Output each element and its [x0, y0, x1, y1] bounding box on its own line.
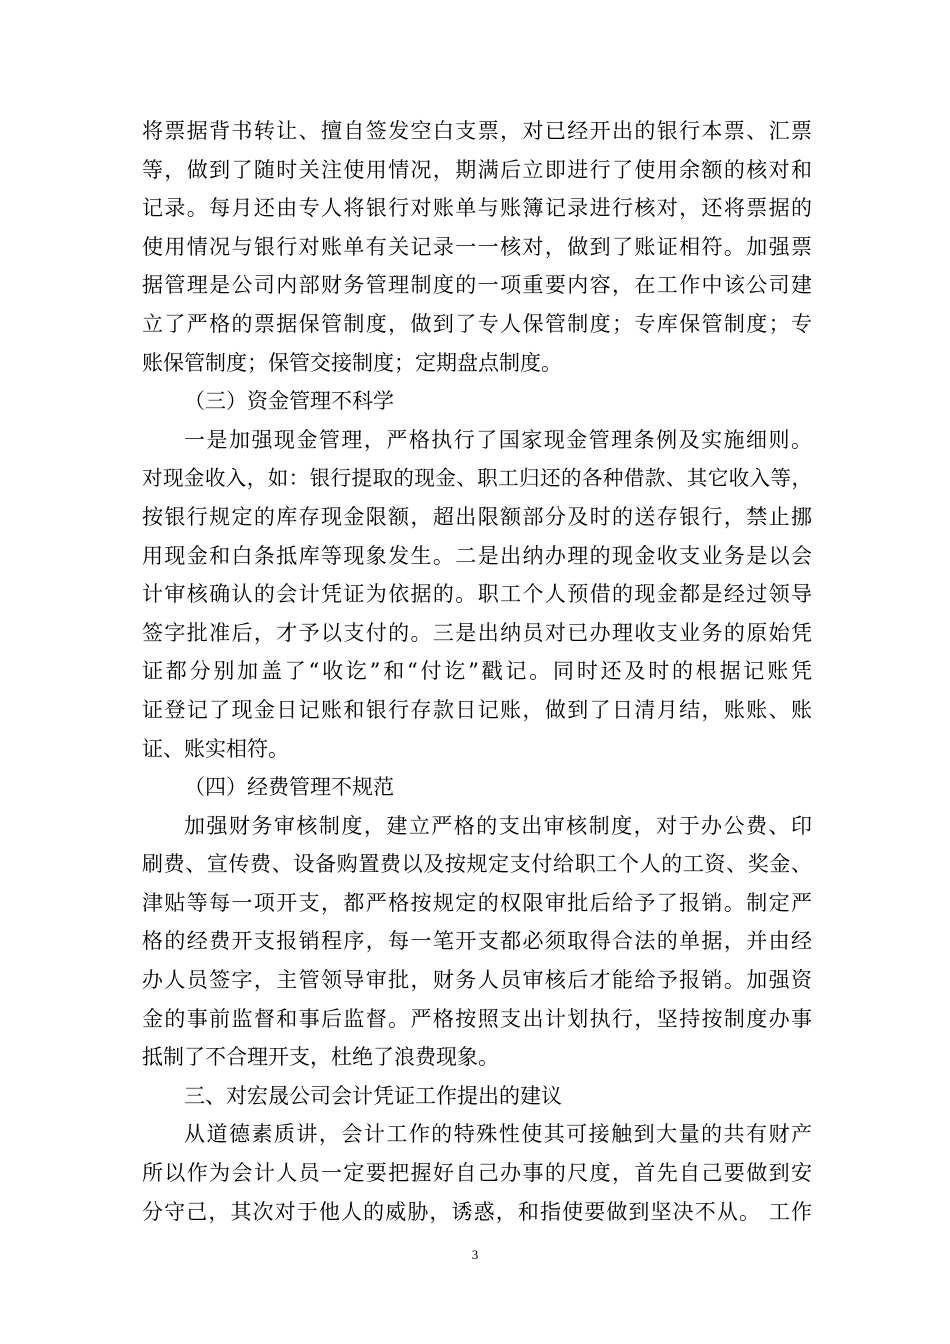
text-line: 津贴等每一项开支，都严格按规定的权限审批后给予了报销。制定严	[142, 890, 812, 915]
text-line: 计审核确认的会计凭证为依据的。职工个人预借的现金都是经过领导	[142, 582, 812, 607]
text-line: 证登记了现金日记账和银行存款日记账，做到了日清月结，账账、账	[142, 697, 812, 722]
text-line: 用现金和白条抵库等现象发生。二是出纳办理的现金收支业务是以会	[142, 543, 812, 568]
text-line: （四）经费管理不规范	[184, 775, 394, 800]
text-line: 对现金收入，如：银行提取的现金、职工归还的各种借款、其它收入等，	[142, 466, 812, 491]
body-text	[142, 112, 812, 1231]
page-number: 3	[471, 1247, 479, 1262]
text-line: 金的事前监督和事后监督。严格按照支出计划执行，坚持按制度办事	[142, 1006, 812, 1031]
text-line: 一是加强现金管理，严格执行了国家现金管理条例及实施细则。	[184, 427, 812, 452]
text-line: 刷费、宣传费、设备购置费以及按规定支付给职工个人的工资、奖金、	[142, 852, 812, 877]
text-line: 证、账实相符。	[142, 736, 289, 761]
text-line: 按银行规定的库存现金限额，超出限额部分及时的送存银行，禁止挪	[142, 504, 812, 529]
text-line: 据管理是公司内部财务管理制度的一项重要内容，在工作中该公司建	[142, 273, 812, 298]
text-line: 记录。每月还由专人将银行对账单与账簿记录进行核对，还将票据的	[142, 196, 812, 221]
text-line: 办人员签字，主管领导审批，财务人员审核后才能给予报销。加强资	[142, 968, 812, 993]
text-line: 加强财务审核制度，建立严格的支出审核制度，对于办公费、印	[184, 813, 812, 838]
text-line: （三）资金管理不科学	[184, 389, 394, 414]
text-line: 签字批准后，才予以支付的。三是出纳员对已办理收支业务的原始凭	[142, 620, 812, 645]
text-line: 等，做到了随时关注使用情况，期满后立即进行了使用余额的核对和	[142, 157, 812, 182]
text-line: 证都分别加盖了“收讫”和“付讫”戳记。同时还及时的根据记账凭	[142, 659, 812, 684]
text-line: 三、对宏晟公司会计凭证工作提出的建议	[184, 1083, 562, 1108]
text-line: 所以作为会计人员一定要把握好自己办事的尺度，首先自己要做到安	[142, 1161, 812, 1186]
text-line: 分守己，其次对于他人的威胁，诱惑，和指使要做到坚决不从。 工作	[142, 1199, 812, 1224]
text-line: 账保管制度；保管交接制度；定期盘点制度。	[142, 350, 562, 375]
text-line: 格的经费开支报销程序，每一笔开支都必须取得合法的单据，并由经	[142, 929, 812, 954]
text-line: 立了严格的票据保管制度，做到了专人保管制度；专库保管制度；专	[142, 311, 812, 336]
text-line: 抵制了不合理开支，杜绝了浪费现象。	[142, 1045, 499, 1070]
text-line: 使用情况与银行对账单有关记录一一核对，做到了账证相符。加强票	[142, 234, 812, 259]
text-line: 将票据背书转让、擅自签发空白支票，对已经开出的银行本票、汇票	[142, 119, 812, 143]
text-line: 从道德素质讲，会计工作的特殊性使其可接触到大量的共有财产	[184, 1122, 812, 1147]
